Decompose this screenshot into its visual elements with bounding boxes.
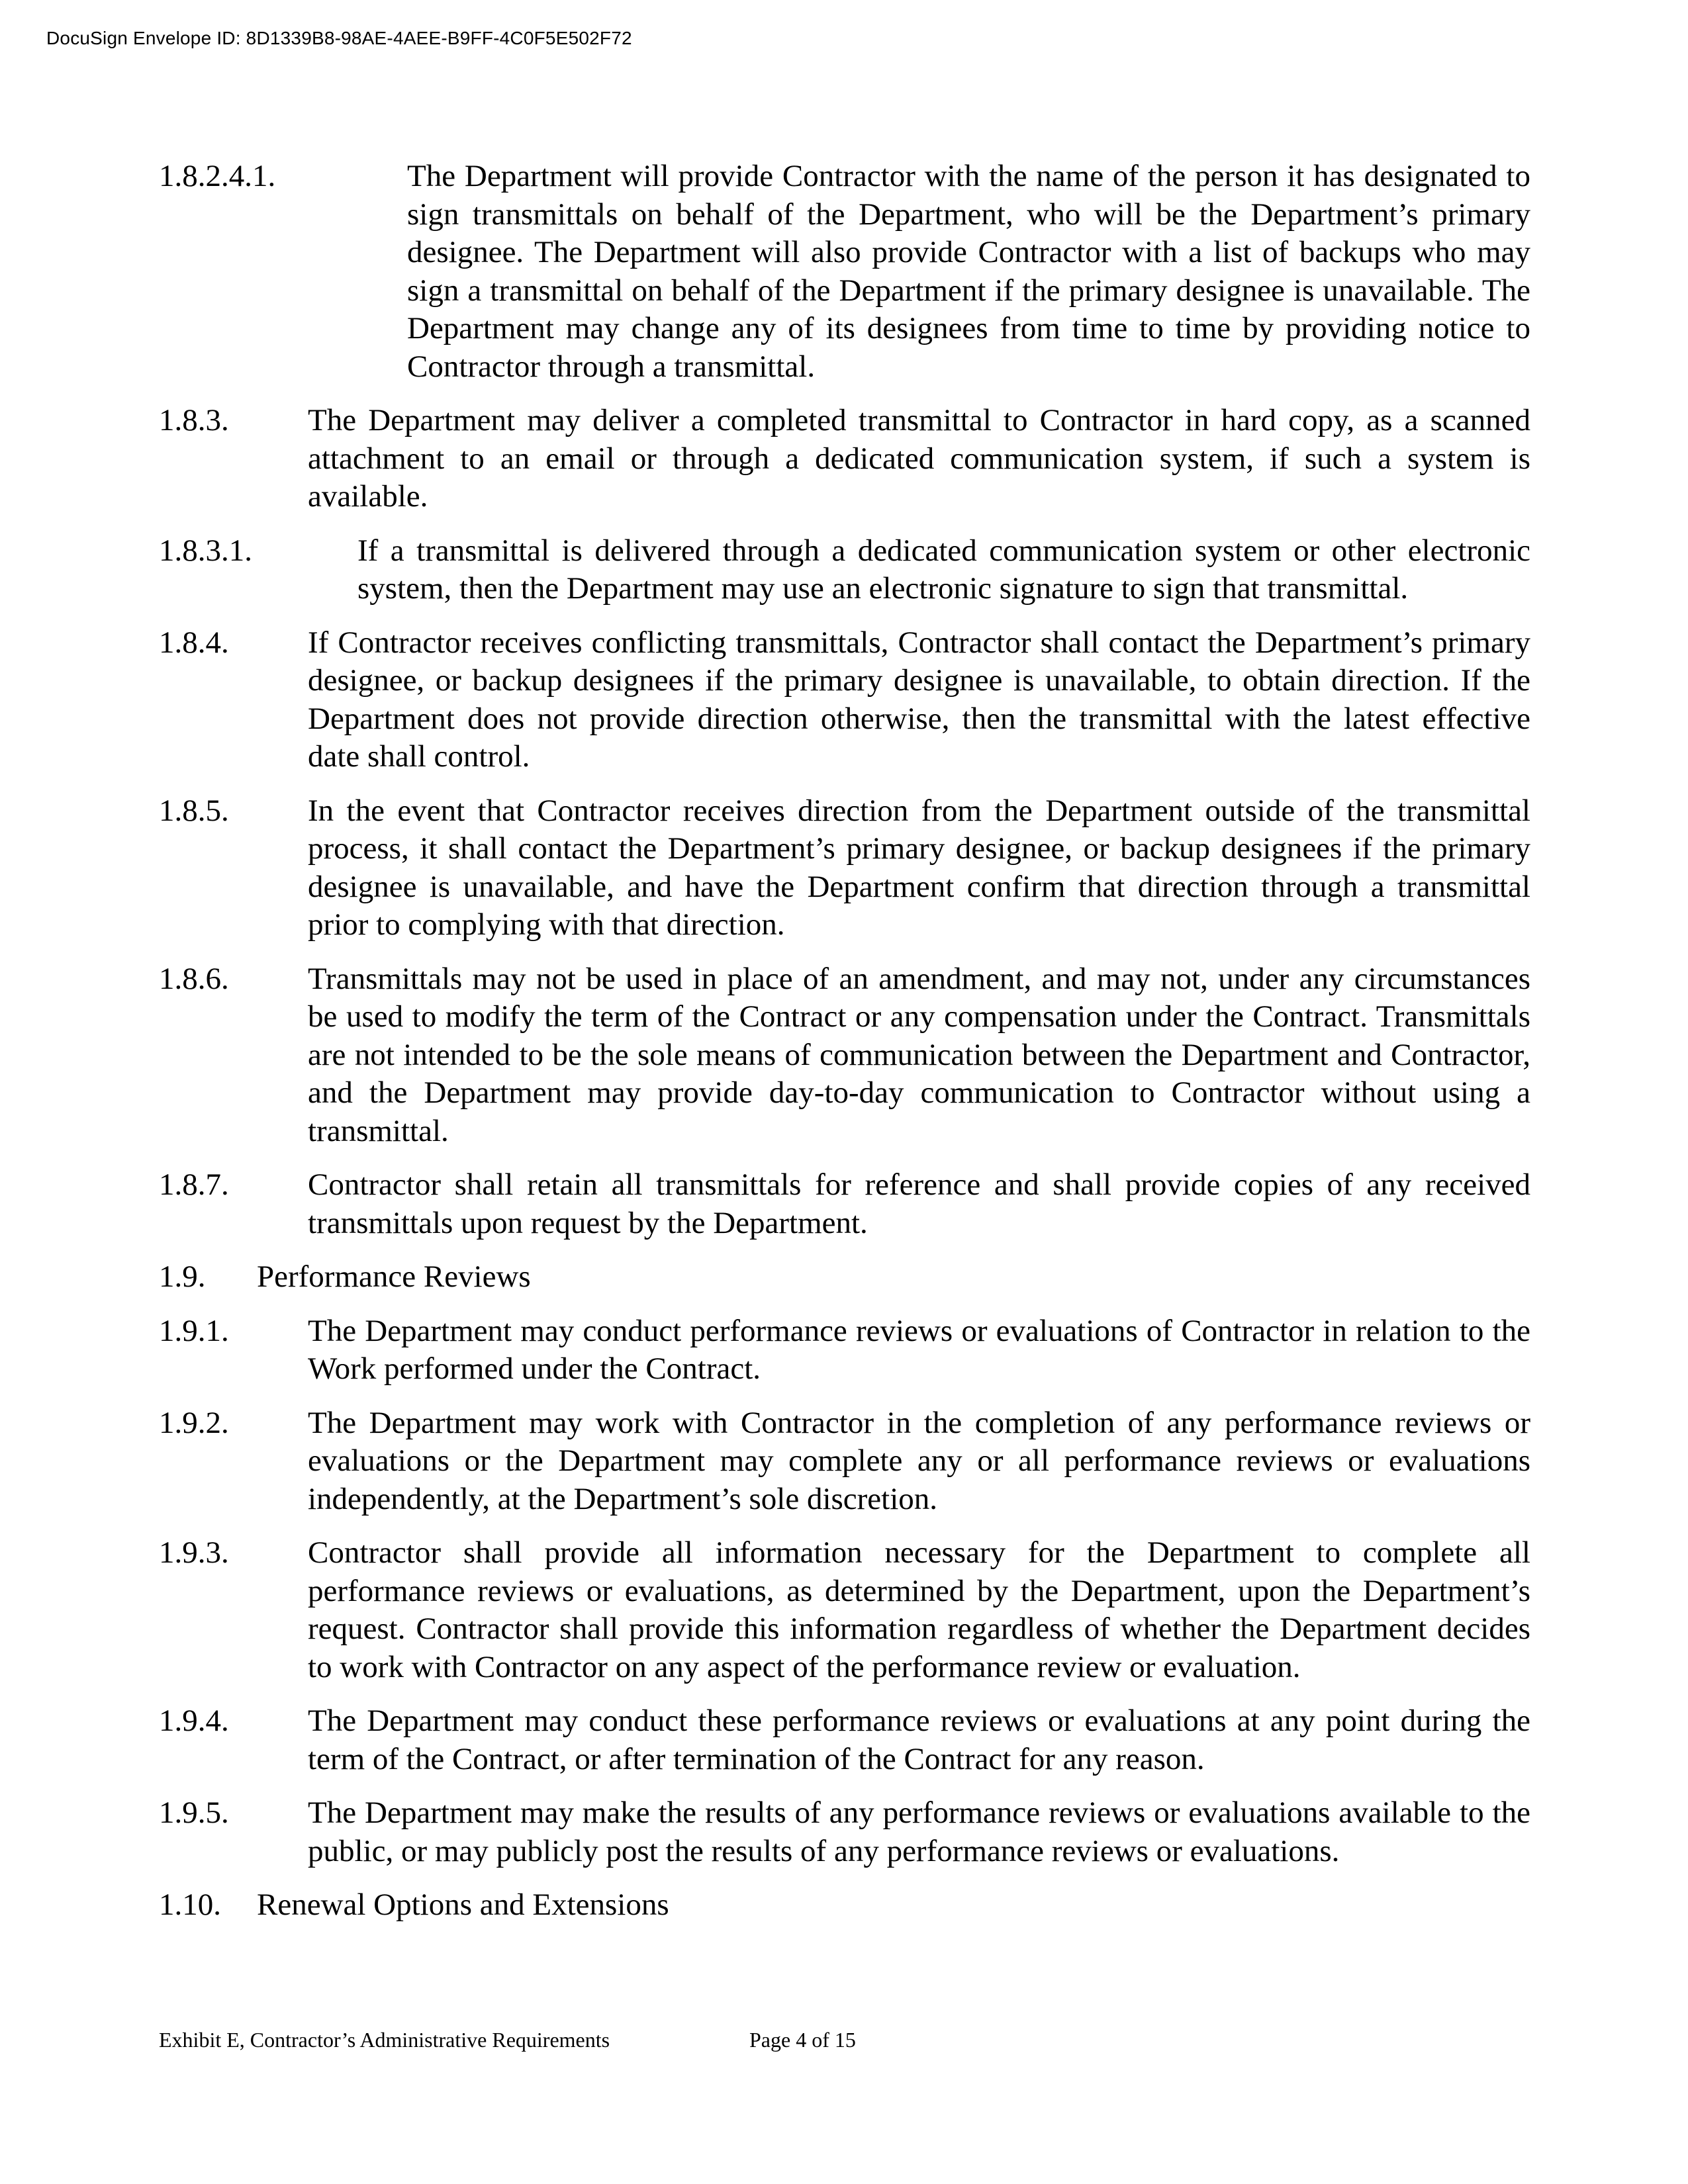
footer-title: Exhibit E, Contractor’s Administrative Requirements [159, 2028, 610, 2052]
section-1-8-3-1 [159, 532, 1530, 608]
section-text: In the event that Contractor receives direction from the Department outside of the transmittal process, it shall contact the Department’s primary designee, or backup designees if the primary designee is unavailable, and have the Department confirm that direction through a transmittal prior to complying with that direction. [308, 793, 1530, 942]
section-text: If Contractor receives conflicting transmittals, Contractor shall contact the Department’s primary designee, or backup designees if the primary designee is unavailable, to obtain direction. If the Department does not provide direction otherwise, then the transmittal with the latest effective date shall control. [308, 625, 1530, 774]
section-number: 1.9. [159, 1259, 206, 1294]
section-text: The Department may conduct performance reviews or evaluations of Contractor in relation to the Work performed under the Contract. [308, 1313, 1530, 1386]
section-1-8-4 [159, 624, 1530, 776]
section-heading-1-10 [159, 1886, 1530, 1925]
section-number: 1.8.2.4.1. [159, 159, 276, 193]
section-1-8-6 [159, 960, 1530, 1151]
section-number: 1.9.5. [159, 1796, 229, 1830]
page-footer [159, 2028, 856, 2052]
section-1-9-2 [159, 1404, 1530, 1519]
docusign-envelope-id: DocuSign Envelope ID: 8D1339B8-98AE-4AEE-B9FF-4C0F5E502F72 [46, 28, 632, 48]
section-1-9-1 [159, 1312, 1530, 1388]
section-number: 1.8.3.1. [159, 533, 252, 568]
section-number: 1.8.5. [159, 793, 229, 828]
section-number: 1.8.6. [159, 961, 229, 996]
section-number: 1.9.3. [159, 1535, 229, 1570]
section-1-8-5 [159, 792, 1530, 944]
section-1-9-5 [159, 1794, 1530, 1870]
section-number: 1.8.3. [159, 403, 229, 437]
section-text: The Department may work with Contractor in the completion of any performance reviews or evaluations or the Department may complete any or all performance reviews or evaluations independently, at the Department’s sole discretion. [308, 1405, 1530, 1516]
section-1-8-2-4-1 [159, 158, 1530, 386]
section-number: 1.8.7. [159, 1167, 229, 1202]
section-1-8-7 [159, 1166, 1530, 1242]
section-text: Transmittals may not be used in place of an amendment, and may not, under any circumstances be used to modify the term of the Contract or any compensation under the Contract. Transmittals are not intended to be the sole means of communication between the Department and Contractor, and the Department may provide day-to-day communication to Contractor without using a transmittal. [308, 961, 1530, 1148]
section-text: The Department may conduct these performance reviews or evaluations at any point during the term of the Contract, or after termination of the Contract for any reason. [308, 1704, 1530, 1776]
section-text: If a transmittal is delivered through a dedicated communication system or other electronic system, then the Department may use an electronic signature to sign that transmittal. [357, 533, 1530, 606]
section-text: Contractor shall retain all transmittals for reference and shall provide copies of any received transmittals upon request by the Department. [308, 1167, 1530, 1240]
section-text: The Department may make the results of any performance reviews or evaluations available to the public, or may publicly post the results of any performance reviews or evaluations. [308, 1796, 1530, 1868]
section-text: The Department will provide Contractor with the name of the person it has designated to sign transmittals on behalf of the Department, who will be the Department’s primary designee. The Department will also provide Contractor with a list of backups who may sign a transmittal on behalf of the Department if the primary designee is unavailable. The Department may change any of its designees from time to time by providing notice to Contractor through a transmittal. [407, 159, 1530, 384]
section-number: 1.9.4. [159, 1704, 229, 1738]
page-number: Page 4 of 15 [749, 2028, 856, 2052]
section-1-9-4 [159, 1702, 1530, 1778]
section-number: 1.9.1. [159, 1313, 229, 1348]
section-heading-1-9 [159, 1258, 1530, 1297]
section-1-9-3 [159, 1534, 1530, 1686]
document-body [159, 158, 1530, 1940]
section-1-8-3 [159, 402, 1530, 516]
section-text: Contractor shall provide all information necessary for the Department to complete all performance reviews or evaluations, as determined by the Department, upon the Department’s request. Contractor shall provide this information regardless of whether the Department decides to work with Contractor on any aspect of the performance review or evaluation. [308, 1535, 1530, 1684]
section-number: 1.8.4. [159, 625, 229, 660]
section-text: The Department may deliver a completed transmittal to Contractor in hard copy, as a scanned attachment to an email or through a dedicated communication system, if such a system is available. [308, 403, 1530, 514]
section-heading: Renewal Options and Extensions [257, 1888, 669, 1922]
section-number: 1.10. [159, 1888, 221, 1922]
section-number: 1.9.2. [159, 1405, 229, 1440]
section-heading: Performance Reviews [257, 1259, 531, 1294]
